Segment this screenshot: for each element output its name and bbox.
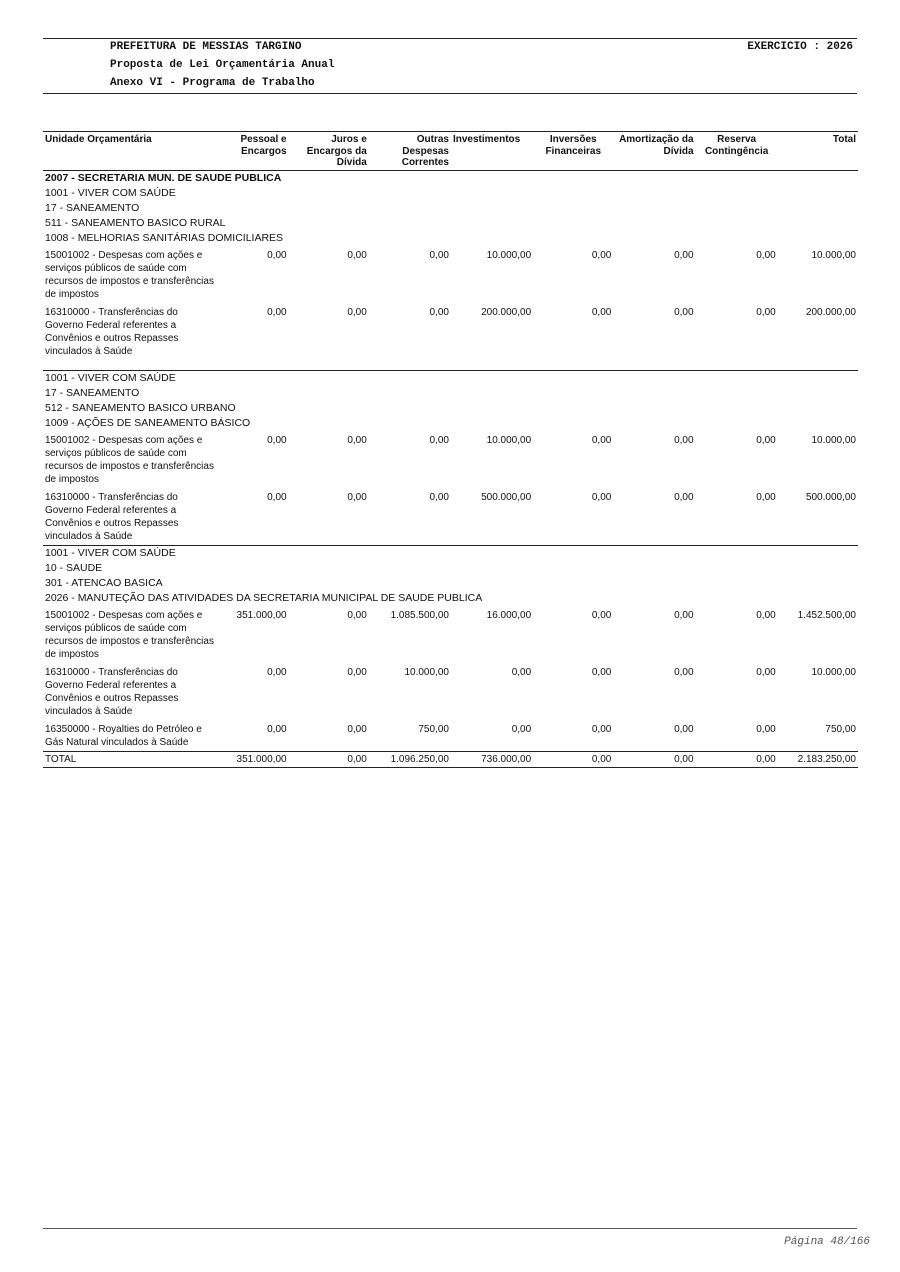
col-unidade: Unidade Orçamentária [43,132,218,171]
value-pessoal: 0,00 [267,306,287,318]
budget-unit: 2007 - SECRETARIA MUN. DE SAUDE PUBLICA [45,171,282,184]
col-pessoal: Pessoal e Encargos [218,132,288,171]
header-bottom-rule [43,93,857,94]
value-inversoes: 0,00 [591,434,612,446]
value-outras: 0,00 [429,434,449,446]
value-pessoal: 351.000,00 [236,609,287,621]
value-reserva: 0,00 [756,666,776,678]
source-description: 16310000 - Transferências do Governo Federal referentes a Convênios e outros Repasses vinculados à Saúde [45,666,179,717]
program-label: 1001 - VIVER COM SAÚDE [43,545,858,561]
source-description: 15001002 - Despesas com ações e serviços públicos de saúde com recursos de impostos e transferências de impostos [45,249,214,300]
value-amortizacao: 0,00 [674,249,694,261]
total-value: 736.000,00 [451,751,533,767]
value-inversoes: 0,00 [591,723,612,735]
source-description: 16310000 - Transferências do Governo Federal referentes a Convênios e outros Repasses vinculados à Saúde [45,306,179,357]
value-reserva: 0,00 [756,609,776,621]
org-name: PREFEITURA DE MESSIAS TARGINO [110,41,302,53]
spacer [43,360,858,371]
value-outras: 750,00 [418,723,449,735]
value-juros: 0,00 [347,666,367,678]
source-description: 16310000 - Transferências do Governo Federal referentes a Convênios e outros Repasses vinculados à Saúde [45,491,179,542]
value-juros: 0,00 [347,491,367,503]
value-investimentos: 200.000,00 [481,306,532,318]
value-amortizacao: 0,00 [674,666,694,678]
value-investimentos: 0,00 [511,723,532,735]
table-row [43,246,858,303]
total-value: 0,00 [696,751,778,767]
col-reserva: Reserva Contingência [696,132,778,171]
source-description: 15001002 - Despesas com ações e serviços públicos de saúde com recursos de impostos e transferências de impostos [45,434,214,485]
value-amortizacao: 0,00 [674,723,694,735]
value-outras: 1.085.500,00 [390,609,449,621]
value-investimentos: 500.000,00 [481,491,532,503]
page-number: Página 48/166 [784,1236,870,1248]
value-outras: 0,00 [429,306,449,318]
program-label-row [43,370,858,386]
value-total: 10.000,00 [811,249,856,261]
col-amortizacao: Amortização da Dívida [613,132,695,171]
table-row [43,720,858,752]
action-label: 1009 - AÇÕES DE SANEAMENTO BÁSICO [45,416,251,429]
subfunction-label-row [43,401,858,416]
value-outras: 0,00 [429,249,449,261]
function-label-row [43,561,858,576]
function-label: 17 - SANEAMENTO [45,201,140,214]
value-total: 1.452.500,00 [797,609,856,621]
col-juros: Juros e Encargos da Dívida [289,132,369,171]
value-pessoal: 0,00 [267,249,287,261]
budget-unit-row [43,170,858,186]
exercise-year: EXERCICIO : 2026 [747,41,853,53]
total-value: 0,00 [613,751,695,767]
value-pessoal: 0,00 [267,723,287,735]
value-investimentos: 10.000,00 [486,249,532,261]
value-total: 200.000,00 [805,306,856,318]
function-label: 17 - SANEAMENTO [45,386,140,399]
spacer-row [43,360,858,371]
program-label: 1001 - VIVER COM SAÚDE [43,370,858,386]
subfunction-label: 301 - ATENCAO BASICA [45,576,163,589]
value-amortizacao: 0,00 [674,609,694,621]
value-reserva: 0,00 [756,249,776,261]
value-investimentos: 0,00 [511,666,532,678]
value-juros: 0,00 [347,306,367,318]
total-value: 2.183.250,00 [778,751,858,767]
program-label-row [43,186,858,201]
value-inversoes: 0,00 [591,306,612,318]
value-reserva: 0,00 [756,491,776,503]
total-value: 1.096.250,00 [369,751,451,767]
annex-title: Anexo VI - Programa de Trabalho [110,77,315,89]
value-total: 750,00 [825,723,856,735]
subfunction-label: 512 - SANEAMENTO BASICO URBANO [45,401,236,414]
table-row [43,303,858,360]
subfunction-label: 511 - SANEAMENTO BASICO RURAL [45,216,226,229]
value-inversoes: 0,00 [591,666,612,678]
value-amortizacao: 0,00 [674,434,694,446]
subfunction-label-row [43,216,858,231]
value-juros: 0,00 [347,249,367,261]
value-pessoal: 0,00 [267,434,287,446]
table-row [43,431,858,488]
col-outras: Outras Despesas Correntes [369,132,451,171]
function-label-row [43,386,858,401]
value-outras: 10.000,00 [404,666,449,678]
value-total: 10.000,00 [811,666,856,678]
value-inversoes: 0,00 [591,491,612,503]
value-investimentos: 16.000,00 [486,609,532,621]
value-juros: 0,00 [347,609,367,621]
function-label-row [43,201,858,216]
action-label-row [43,231,858,246]
program-label-row [43,545,858,561]
value-juros: 0,00 [347,723,367,735]
total-label: TOTAL [43,751,218,767]
function-label: 10 - SAUDE [45,561,103,574]
col-investimentos: Investimentos [451,132,533,171]
total-row [43,751,858,767]
col-total: Total [778,132,858,171]
action-label-row [43,591,858,606]
work-program-table [43,131,858,768]
program-label: 1001 - VIVER COM SAÚDE [45,186,176,199]
value-inversoes: 0,00 [591,249,612,261]
total-value: 0,00 [533,751,613,767]
value-pessoal: 0,00 [267,491,287,503]
source-description: 16350000 - Royalties do Petróleo e Gás Natural vinculados à Saúde [45,723,202,748]
value-reserva: 0,00 [756,434,776,446]
value-amortizacao: 0,00 [674,491,694,503]
value-reserva: 0,00 [756,723,776,735]
header-top-rule [43,38,857,39]
value-investimentos: 10.000,00 [486,434,532,446]
table-row [43,606,858,663]
action-label: 2026 - MANUTEÇÃO DAS ATIVIDADES DA SECRETARIA MUNICIPAL DE SAUDE PUBLICA [45,591,483,604]
col-inversoes: Inversões Financeiras [533,132,613,171]
value-inversoes: 0,00 [591,609,612,621]
value-total: 500.000,00 [805,491,856,503]
action-label-row [43,416,858,431]
subfunction-label-row [43,576,858,591]
table-row [43,663,858,720]
total-value: 351.000,00 [218,751,288,767]
action-label: 1008 - MELHORIAS SANITÁRIAS DOMICILIARES [45,231,284,244]
value-amortizacao: 0,00 [674,306,694,318]
value-total: 10.000,00 [811,434,856,446]
footer-rule [43,1228,857,1229]
value-juros: 0,00 [347,434,367,446]
source-description: 15001002 - Despesas com ações e serviços públicos de saúde com recursos de impostos e transferências de impostos [45,609,214,660]
table-row [43,488,858,546]
value-pessoal: 0,00 [267,666,287,678]
total-value: 0,00 [289,751,369,767]
document-subtitle: Proposta de Lei Orçamentária Anual [110,59,335,71]
value-reserva: 0,00 [756,306,776,318]
value-outras: 0,00 [429,491,449,503]
table-header-row [43,132,858,171]
